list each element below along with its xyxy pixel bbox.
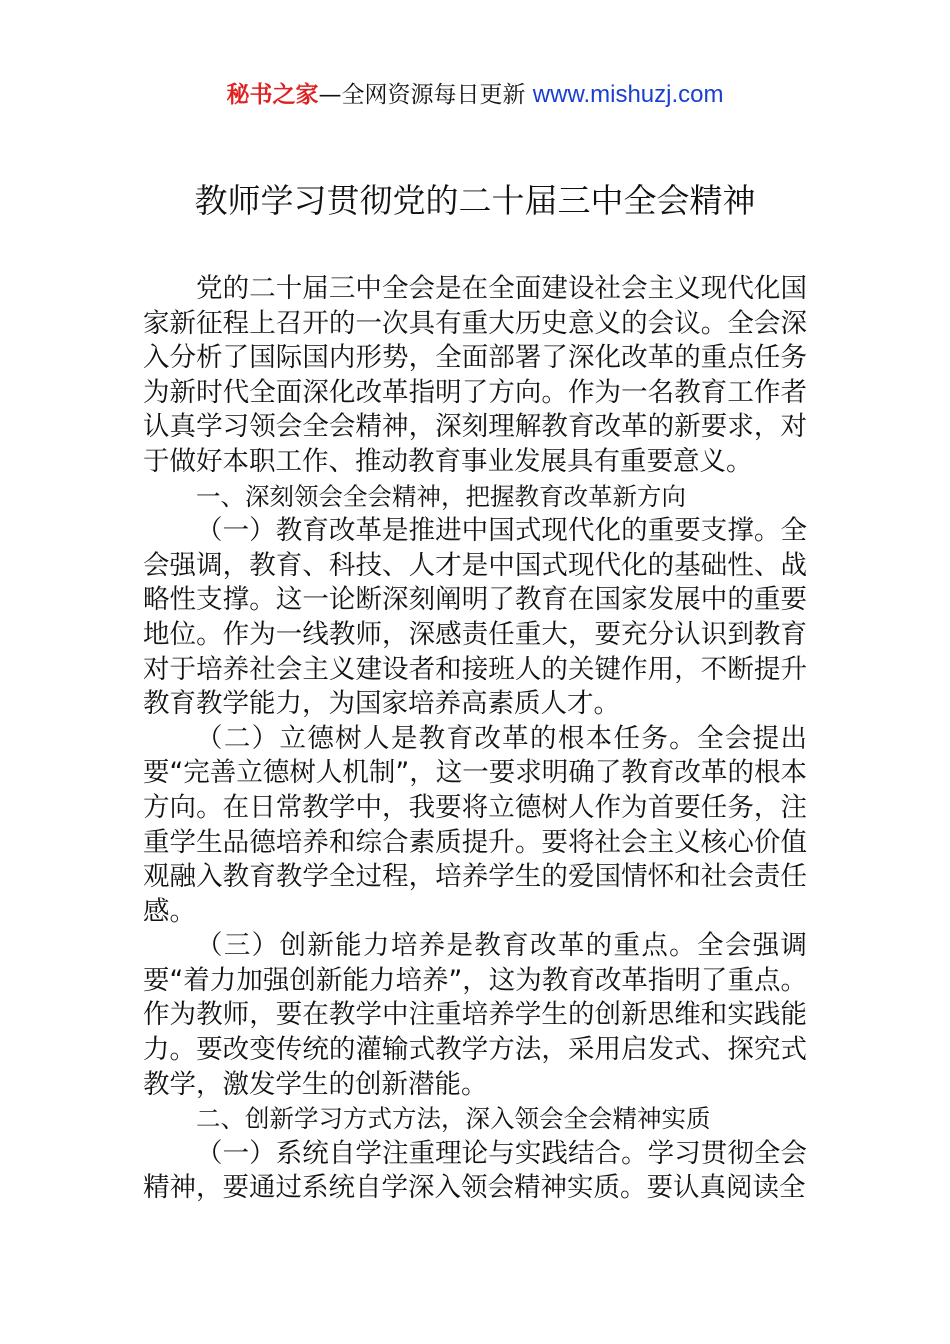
- section-heading-2: 二、创新学习方式方法，深入领会全会精神实质: [196, 1104, 711, 1134]
- paragraph-1-3: （三）创新能力培养是教育改革的重点。全会强调要“着力加强创新能力培养”，这为教育改革指明了重点。作为教师，要在教学中注重培养学生的创新思维和实践能力。要改变传统的灌输式教学方法，采用启发式、探究式教学，激发学生的创新潜能。: [143, 930, 807, 1100]
- paragraph-1-2: （二）立德树人是教育改革的根本任务。全会提出要“完善立德树人机制”，这一要求明确了教育改革的根本方向。在日常教学中，我要将立德树人作为首要任务，注重学生品德培养和综合素质提升。要将社会主义核心价值观融入教育教学全过程，培养学生的爱国情怀和社会责任感。: [143, 722, 807, 927]
- paragraph-intro: 党的二十届三中全会是在全面建设社会主义现代化国家新征程上召开的一次具有重大历史意义的会议。全会深入分析了国际国内形势，全面部署了深化改革的重点任务为新时代全面深化改革指明了方向。作为一名教育工作者认真学习领会全会精神，深刻理解教育改革的新要求，对于做好本职工作、推动教育事业发展具有重要意义。: [143, 273, 807, 477]
- site-brand: 秘书之家: [226, 82, 319, 108]
- document-body: [143, 272, 807, 1206]
- paragraph-2-1: （一）系统自学注重理论与实践结合。学习贯彻全会精神，要通过系统自学深入领会精神实质。要认真阅读全: [143, 1137, 807, 1204]
- site-url-link[interactable]: www.mishuzj.com: [532, 81, 724, 108]
- section-heading-1: 一、深刻领会全会精神，把握教育改革新方向: [196, 481, 686, 511]
- document-title: 教师学习贯彻党的二十届三中全会精神: [194, 181, 756, 220]
- site-header: [0, 78, 950, 112]
- site-tagline: —全网资源每日更新: [318, 82, 526, 108]
- paragraph-1-1: （一）教育改革是推进中国式现代化的重要支撑。全会强调，教育、科技、人才是中国式现代化的基础性、战略性支撑。这一论断深刻阐明了教育在国家发展中的重要地位。作为一线教师，深感责任重大，要充分认识到教育对于培养社会主义建设者和接班人的关键作用，不断提升教育教学能力，为国家培养高素质人才。: [143, 515, 807, 720]
